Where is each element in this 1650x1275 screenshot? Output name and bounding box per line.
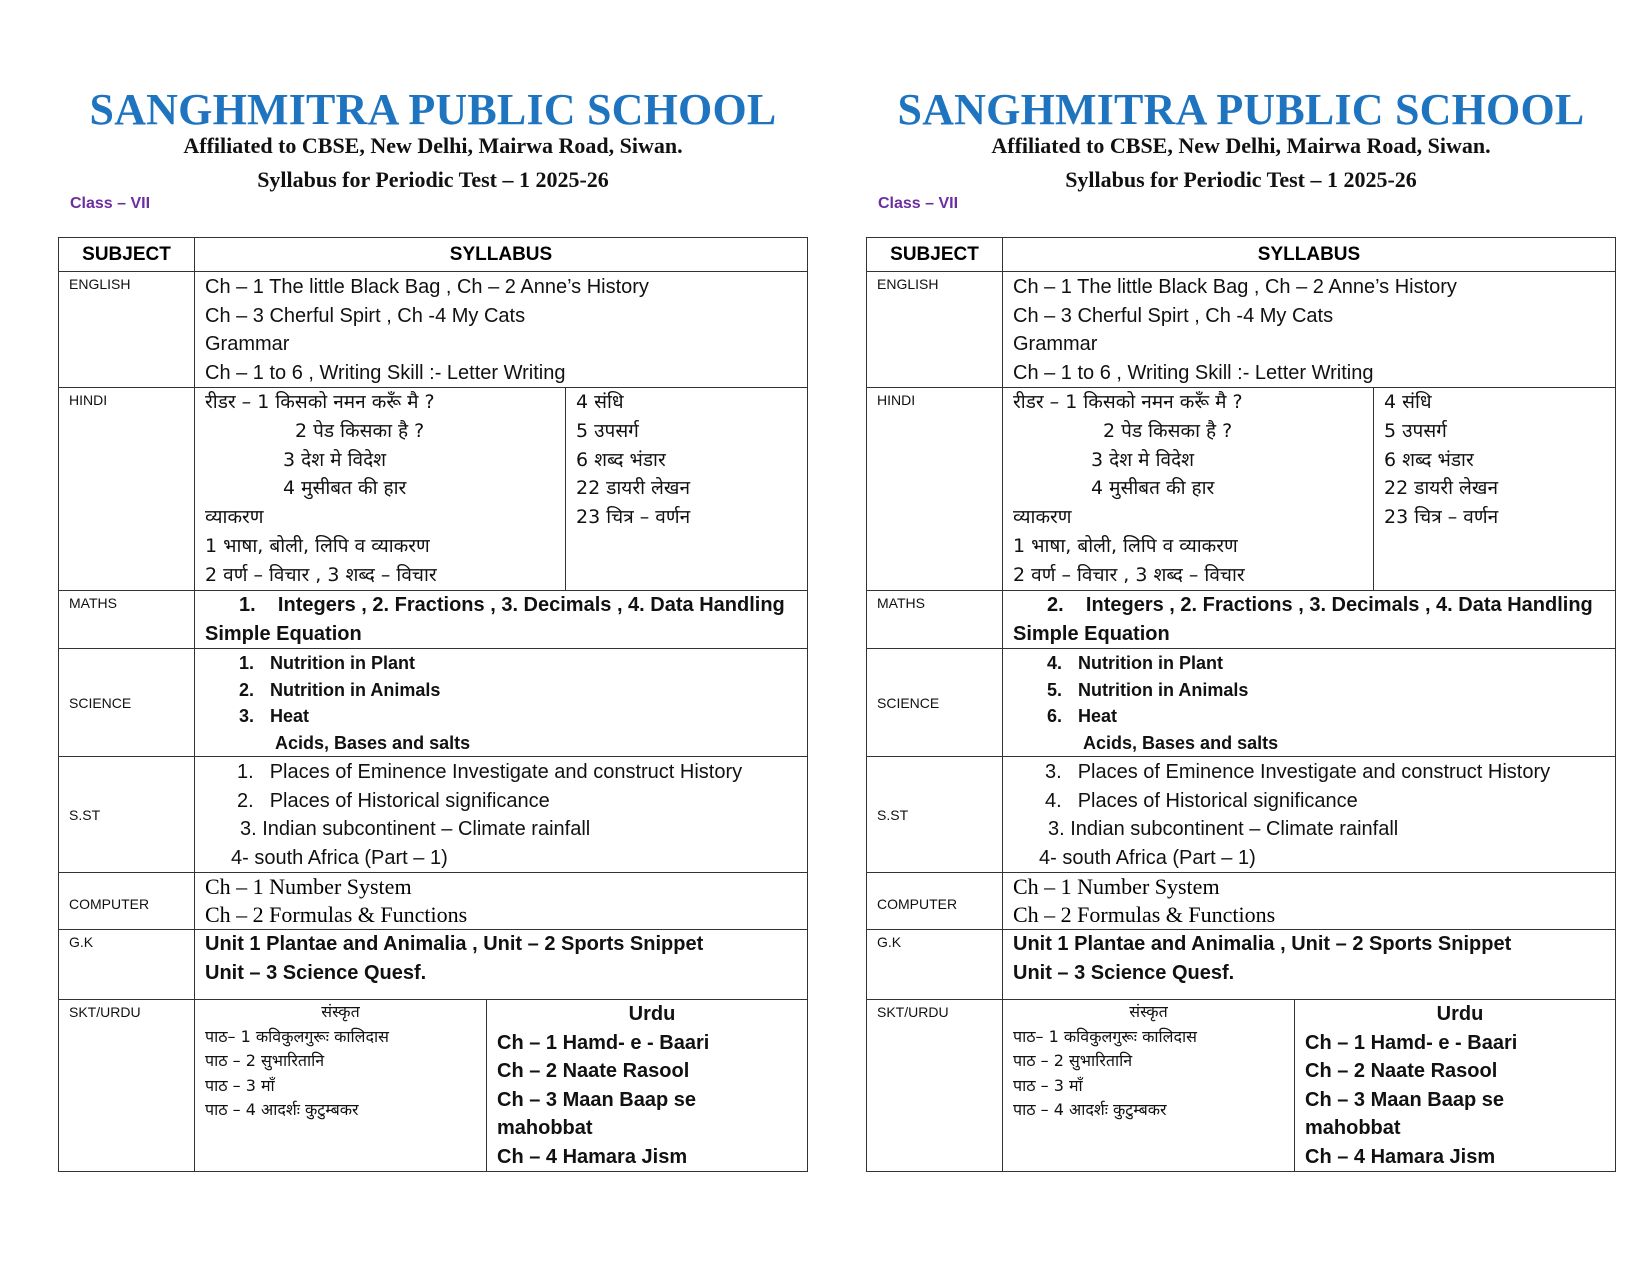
table-header-row: [867, 238, 1616, 272]
gk-line: Unit 1 Plantae and Animalia , Unit – 2 Sports Snippet: [205, 933, 704, 955]
sanskrit-line: पाठ– 1 कविकुलगुरूः कालिदास: [1013, 1026, 1197, 1046]
header-syllabus: SYLLABUS: [195, 238, 808, 272]
subject-maths: MATHS: [59, 591, 195, 649]
urdu-line: mahobbat: [1305, 1117, 1401, 1139]
maths-line-1: Integers , 2. Fractions , 3. Decimals , 4. Data Handling: [1085, 594, 1593, 616]
subject-sst: S.ST: [867, 757, 1003, 873]
urdu-line: Ch – 3 Maan Baap se: [1305, 1088, 1504, 1111]
row-english: [59, 272, 808, 388]
english-line: Grammar: [205, 333, 290, 355]
sst-line-4: 4- south Africa (Part – 1): [231, 846, 448, 869]
urdu-line: Ch – 2 Naate Rasool: [1305, 1060, 1498, 1082]
hindi-left-line: 2 पेड किसका है ?: [295, 419, 425, 442]
row-gk: [867, 930, 1616, 1000]
subject-computer: COMPUTER: [59, 873, 195, 930]
hindi-left-line: 1 भाषा, बोली, लिपि व व्याकरण: [205, 534, 430, 557]
hindi-right-line: 22 डायरी लेखन: [1384, 477, 1499, 500]
hindi-left-line: रीडर – 1 किसको नमन करूँ मै ?: [205, 391, 435, 413]
sanskrit-line: पाठ – 2 सुभारितानि: [205, 1051, 325, 1070]
row-skt-urdu: [59, 1000, 808, 1172]
syllabus-table: [58, 237, 808, 1172]
sst-number: 3.: [1045, 761, 1062, 783]
row-maths: [59, 591, 808, 649]
urdu-line: Ch – 3 Maan Baap se: [497, 1088, 696, 1111]
computer-line: Ch – 1 Number System: [1013, 874, 1220, 899]
sst-item: Places of Historical significance: [1077, 789, 1358, 812]
row-english: [867, 272, 1616, 388]
sanskrit-line: पाठ– 1 कविकुलगुरूः कालिदास: [205, 1026, 389, 1046]
hindi-left-line: 2 वर्ण – विचार , 3 शब्द – विचार: [1013, 563, 1245, 586]
urdu-line: Ch – 2 Naate Rasool: [497, 1060, 690, 1082]
english-line: Ch – 3 Cherful Spirt , Ch -4 My Cats: [1013, 304, 1334, 327]
hindi-right-line: 23 चित्र – वर्णन: [576, 506, 691, 529]
urdu-line: Ch – 4 Hamara Jism: [497, 1145, 688, 1168]
hindi-left-line: रीडर – 1 किसको नमन करूँ मै ?: [1013, 391, 1243, 413]
subject-gk: G.K: [59, 930, 195, 1000]
urdu-line: Ch – 1 Hamd- e - Baari: [497, 1031, 710, 1054]
english-line: Ch – 1 to 6 , Writing Skill :- Letter Writing: [1013, 361, 1374, 384]
english-line: Ch – 1 to 6 , Writing Skill :- Letter Writing: [205, 361, 566, 384]
science-item: Heat: [270, 706, 310, 726]
hindi-right-line: 4 संधि: [1384, 391, 1432, 413]
row-sst: [59, 757, 808, 873]
english-line: Ch – 1 The little Black Bag , Ch – 2 Anne’s History: [205, 276, 649, 298]
science-item: Heat: [1078, 706, 1118, 726]
hindi-left-line: व्याकरण: [205, 506, 264, 529]
sst-line-3: 3. Indian subcontinent – Climate rainfall: [240, 818, 591, 840]
subject-skt-urdu: SKT/URDU: [867, 1000, 1003, 1172]
school-name: SANGHMITRA PUBLIC SCHOOL: [89, 85, 777, 134]
row-science: [867, 649, 1616, 757]
urdu-line: Ch – 4 Hamara Jism: [1305, 1145, 1496, 1168]
sanskrit-line: पाठ – 2 सुभारितानि: [1013, 1051, 1133, 1070]
subject-science: SCIENCE: [867, 649, 1003, 757]
row-gk: [59, 930, 808, 1000]
hindi-left-line: 1 भाषा, बोली, लिपि व व्याकरण: [1013, 534, 1238, 557]
science-extra: Acids, Bases and salts: [1083, 732, 1279, 753]
hindi-left-line: व्याकरण: [1013, 506, 1072, 529]
science-item: Nutrition in Animals: [270, 679, 441, 700]
hindi-right-line: 4 संधि: [576, 391, 624, 413]
sst-number: 4.: [1045, 789, 1062, 812]
row-skt-urdu: [867, 1000, 1616, 1172]
hindi-left-line: 3 देश मे विदेश: [283, 448, 387, 471]
science-item: Nutrition in Plant: [1078, 653, 1223, 673]
row-maths: [867, 591, 1616, 649]
subject-science: SCIENCE: [59, 649, 195, 757]
sst-item: Places of Historical significance: [269, 789, 550, 812]
row-science: [59, 649, 808, 757]
hindi-left-line: 4 मुसीबत की हार: [283, 477, 407, 500]
maths-line-2: Simple Equation: [1013, 622, 1170, 645]
row-computer: [867, 873, 1616, 930]
science-number: 3.: [239, 706, 255, 726]
subject-english: ENGLISH: [59, 272, 195, 388]
class-label: Class – VII: [878, 195, 959, 212]
urdu-title: Urdu: [1436, 1003, 1484, 1025]
subject-hindi: HINDI: [59, 388, 195, 591]
syllabus-table: [866, 237, 1616, 1172]
hindi-right-line: 6 शब्द भंडार: [576, 448, 666, 471]
school-name: SANGHMITRA PUBLIC SCHOOL: [897, 85, 1585, 134]
maths-line-2: Simple Equation: [205, 622, 362, 645]
science-item: Nutrition in Plant: [270, 653, 415, 673]
hindi-left-line: 2 पेड किसका है ?: [1103, 419, 1233, 442]
row-hindi: [867, 388, 1616, 591]
subject-hindi: HINDI: [867, 388, 1003, 591]
subject-skt-urdu: SKT/URDU: [59, 1000, 195, 1172]
computer-line: Ch – 2 Formulas & Functions: [1013, 902, 1276, 927]
syllabus-title: Syllabus for Periodic Test – 1 2025-26: [257, 167, 609, 192]
subject-gk: G.K: [867, 930, 1003, 1000]
urdu-line: mahobbat: [497, 1117, 593, 1139]
sanskrit-line: पाठ – 3 माँ: [205, 1075, 275, 1095]
gk-line: Unit 1 Plantae and Animalia , Unit – 2 Sports Snippet: [1013, 933, 1512, 955]
english-line: Ch – 1 The little Black Bag , Ch – 2 Anne’s History: [1013, 276, 1457, 298]
header-syllabus: SYLLABUS: [1003, 238, 1616, 272]
sst-line-3: 3. Indian subcontinent – Climate rainfall: [1048, 818, 1399, 840]
computer-line: Ch – 2 Formulas & Functions: [205, 902, 468, 927]
hindi-left-line: 2 वर्ण – विचार , 3 शब्द – विचार: [205, 563, 437, 586]
subject-computer: COMPUTER: [867, 873, 1003, 930]
sanskrit-line: पाठ – 3 माँ: [1013, 1075, 1083, 1095]
affiliation-line: Affiliated to CBSE, New Delhi, Mairwa Road, Siwan.: [183, 133, 683, 158]
sst-number: 2.: [237, 789, 254, 812]
hindi-right-line: 5 उपसर्ग: [1384, 419, 1447, 442]
sanskrit-line: पाठ – 4 आदर्शः कुटुम्बकर: [1013, 1100, 1167, 1119]
hindi-right-line: 5 उपसर्ग: [576, 419, 639, 442]
subject-sst: S.ST: [59, 757, 195, 873]
hindi-right-line: 6 शब्द भंडार: [1384, 448, 1474, 471]
english-line: Ch – 3 Cherful Spirt , Ch -4 My Cats: [205, 304, 526, 327]
sanskrit-title: संस्कृत: [1129, 1002, 1168, 1021]
row-sst: [867, 757, 1616, 873]
hindi-left-line: 3 देश मे विदेश: [1091, 448, 1195, 471]
class-label: Class – VII: [70, 195, 151, 212]
sanskrit-title: संस्कृत: [321, 1002, 360, 1021]
affiliation-line: Affiliated to CBSE, New Delhi, Mairwa Road, Siwan.: [991, 133, 1491, 158]
table-header-row: [59, 238, 808, 272]
sanskrit-line: पाठ – 4 आदर्शः कुटुम्बकर: [205, 1100, 359, 1119]
urdu-title: Urdu: [628, 1003, 676, 1025]
science-number: 6.: [1047, 706, 1063, 726]
sst-number: 1.: [237, 761, 254, 783]
gk-line: Unit – 3 Science Quesf.: [205, 961, 427, 984]
sst-item: Places of Eminence Investigate and construct History: [269, 761, 743, 783]
hindi-right-line: 22 डायरी लेखन: [576, 477, 691, 500]
row-hindi: [59, 388, 808, 591]
maths-number: 2.: [1047, 594, 1064, 616]
row-computer: [59, 873, 808, 930]
science-number: 1.: [239, 653, 255, 673]
urdu-line: Ch – 1 Hamd- e - Baari: [1305, 1031, 1518, 1054]
header-subject: SUBJECT: [867, 238, 1003, 272]
science-item: Nutrition in Animals: [1078, 679, 1249, 700]
english-line: Grammar: [1013, 333, 1098, 355]
maths-number: 1.: [239, 594, 256, 616]
gk-line: Unit – 3 Science Quesf.: [1013, 961, 1235, 984]
sst-line-4: 4- south Africa (Part – 1): [1039, 846, 1256, 869]
hindi-left-line: 4 मुसीबत की हार: [1091, 477, 1215, 500]
subject-english: ENGLISH: [867, 272, 1003, 388]
maths-line-1: Integers , 2. Fractions , 3. Decimals , 4. Data Handling: [277, 594, 785, 616]
computer-line: Ch – 1 Number System: [205, 874, 412, 899]
science-extra: Acids, Bases and salts: [275, 732, 471, 753]
syllabus-title: Syllabus for Periodic Test – 1 2025-26: [1065, 167, 1417, 192]
sst-item: Places of Eminence Investigate and construct History: [1077, 761, 1551, 783]
subject-maths: MATHS: [867, 591, 1003, 649]
header-subject: SUBJECT: [59, 238, 195, 272]
science-number: 5.: [1047, 679, 1063, 700]
science-number: 2.: [239, 679, 255, 700]
hindi-right-line: 23 चित्र – वर्णन: [1384, 506, 1499, 529]
science-number: 4.: [1047, 653, 1063, 673]
